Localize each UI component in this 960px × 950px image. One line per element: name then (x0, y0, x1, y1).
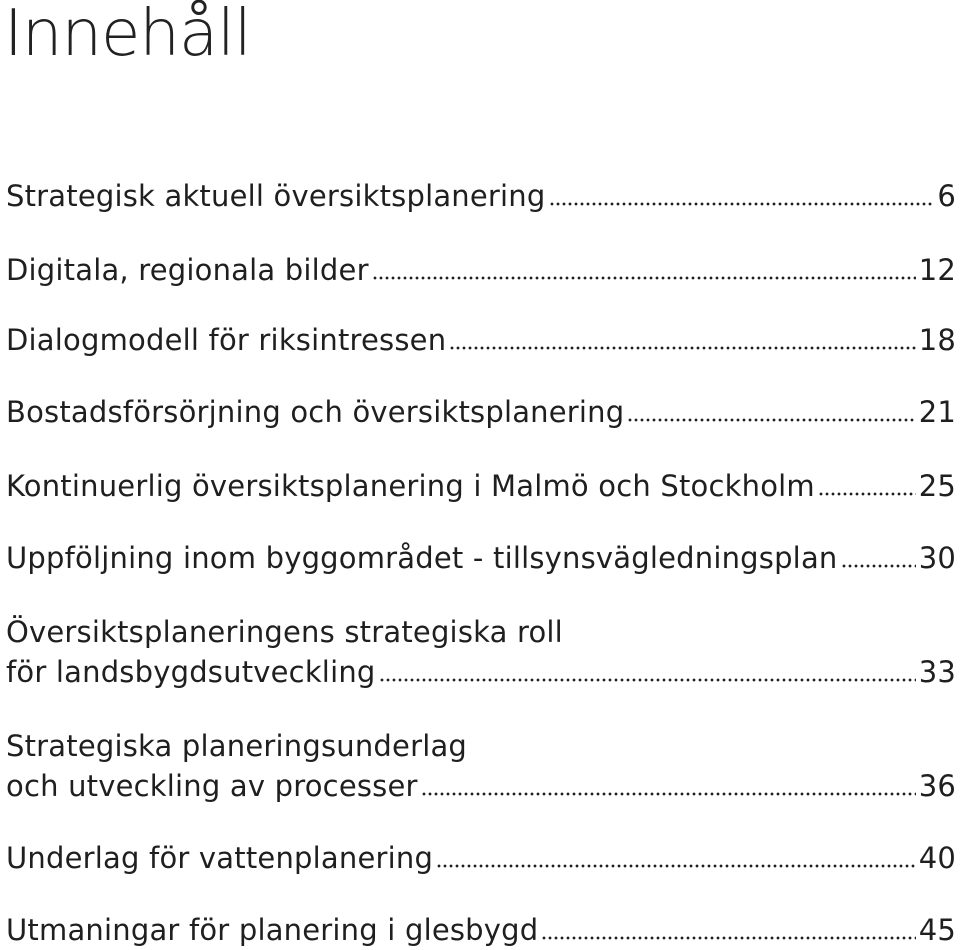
toc-page-number: 18 (918, 323, 956, 357)
toc-dot-leader (841, 563, 916, 569)
toc-entry-title: Strategisk aktuell översiktsplanering (6, 179, 546, 213)
toc-dot-leader (449, 345, 915, 351)
toc-entry-title: Utmaningar för planering i glesbygd (6, 913, 539, 947)
toc-page-number: 33 (918, 655, 956, 689)
toc-dot-leader (379, 677, 916, 683)
toc-entry-title-first-line: Översiktsplaneringens strategiska roll (6, 615, 563, 649)
toc-entry[interactable] (6, 392, 956, 432)
toc-page-number: 6 (937, 179, 956, 213)
toc-entry[interactable] (6, 538, 956, 578)
toc-page-number: 36 (918, 769, 956, 803)
toc-entry[interactable] (6, 176, 956, 216)
toc-dot-leader (436, 863, 916, 869)
toc-entry-title: Uppföljning inom byggområdet - tillsynsvägledningsplan (6, 541, 838, 575)
toc-entry[interactable] (6, 466, 956, 506)
toc-entry-title: Dialogmodell för riksintressen (6, 323, 447, 357)
toc-dot-leader (372, 275, 916, 281)
toc-entry[interactable] (6, 838, 956, 878)
toc-entry-title: för landsbygdsutveckling (6, 655, 376, 689)
toc-entry-title: Underlag för vattenplanering (6, 841, 434, 875)
toc-entry[interactable] (6, 320, 956, 360)
toc-page-number: 30 (918, 541, 956, 575)
page-title: Innehåll (4, 0, 251, 71)
toc-entry-title: Bostadsförsörjning och översiktsplanering (6, 395, 625, 429)
toc-entry[interactable] (6, 910, 956, 950)
toc-entry[interactable] (6, 250, 956, 290)
toc-dot-leader (541, 935, 915, 941)
toc-dot-leader (421, 791, 916, 797)
toc-dot-leader (818, 491, 916, 497)
toc-page-number: 40 (918, 841, 956, 875)
toc-entry-title: Kontinuerlig översiktsplanering i Malmö och Stockholm (6, 469, 815, 503)
toc-entry-title-first-line: Strategiska planeringsunderlag (6, 729, 468, 763)
toc-dot-leader (549, 201, 935, 207)
toc-entry[interactable] (6, 726, 956, 806)
toc-page-number: 45 (918, 913, 956, 947)
toc-dot-leader (627, 417, 915, 423)
toc-entry-title: Digitala, regionala bilder (6, 253, 369, 287)
toc-page-number: 12 (918, 253, 956, 287)
toc-page-number: 21 (918, 395, 956, 429)
toc-entry-title: och utveckling av processer (6, 769, 418, 803)
toc-page-number: 25 (918, 469, 956, 503)
toc-entry[interactable] (6, 612, 956, 692)
